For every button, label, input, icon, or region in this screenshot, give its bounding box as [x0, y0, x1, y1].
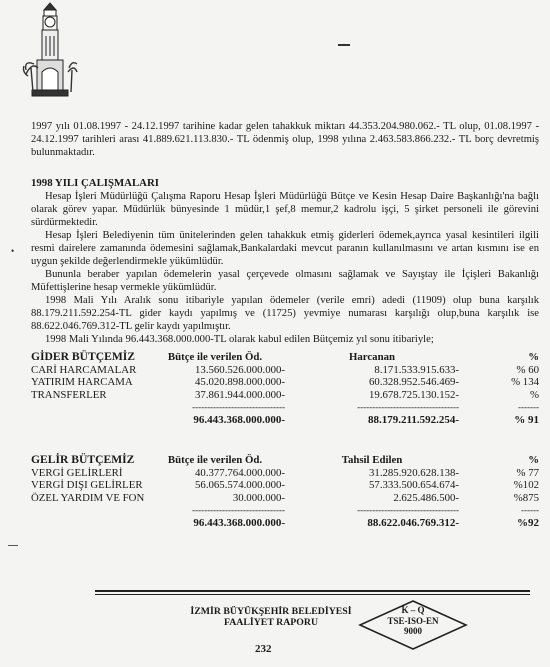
- row-percent: % 134: [511, 376, 539, 388]
- row-label: VERGİ DIŞI GELİRLER: [31, 479, 143, 491]
- row-label: ÖZEL YARDIM VE FON: [31, 491, 145, 504]
- separator-row: [31, 504, 539, 517]
- paragraph-5: 1998 Mali Yılında 96.443.368.000.000-TL olarak kabul edilen Bütçemiz yıl sonu itibariyle;: [45, 334, 434, 345]
- stray-mark: [8, 545, 18, 546]
- total-percent: %92: [517, 516, 539, 529]
- page-number: 232: [255, 643, 272, 655]
- footer-org-name: İZMİR BÜYÜKŞEHİR BELEDİYESİ: [190, 606, 352, 617]
- row-percent: % 77: [516, 466, 539, 479]
- column-header-budget: Bütçe ile verilen Öd.: [167, 454, 263, 466]
- paragraph-1: Hesap İşleri Müdürlüğü Çalışma Raporu Hesap İşleri Müdürlüğü Bütçe ve Kesin Hesap Daire Başkanlığı'na bağlı olarak görev yapar. Müdürlük bünyesinde 1 müdür,1 şef,8 memur,2 kadrolu işçi, 5 şirket personeli ile görevini sürdürmektedir.: [31, 191, 539, 228]
- row-percent: % 60: [516, 363, 539, 376]
- row-spent: 19.678.725.130.152-: [369, 388, 459, 401]
- row-label: TRANSFERLER: [31, 388, 107, 401]
- table-title: GİDER BÜTÇEMİZ: [31, 350, 136, 363]
- row-label: YATIRIM HARCAMA: [31, 376, 133, 388]
- table-row: [31, 376, 539, 389]
- paragraph-2: Hesap İşleri Belediyenin tüm ünitelerinden gelen tahakkuk etmiş giderleri ödemek,ayrıca yasal kesintileri ilgili resmi dairelere zamanında ödemesini sağlamak,Bankalardaki mevcut paranın kullanılmasını ve artan kısmını ise en uygun şekilde değerlendirmekle yükümlüdür.: [31, 230, 539, 267]
- table-title: GELİR BÜTÇEMİZ: [31, 453, 135, 466]
- badge-line-2: TSE-ISO-EN: [387, 615, 439, 626]
- badge-line-1: K – Q: [401, 605, 425, 615]
- row-collected: 57.333.500.654.674-: [369, 479, 459, 491]
- table-header: [31, 454, 539, 467]
- row-budget: 40.377.764.000.000-: [195, 466, 285, 479]
- badge-line-3: 9000: [404, 626, 422, 636]
- row-percent: %: [530, 388, 539, 401]
- paragraph-4: 1998 Mali Yılı Aralık sonu itibariyle yapılan ödemeler (verile emri) adedi (11909) olup buna karşılık 88.179.211.592.254-TL gider kaydı yapılmış ve (11725) yevmiye numarası karşılığı olup,buna karşılık ise 88.622.046.769.312-TL gelir kaydı yapılmıştır.: [31, 295, 539, 332]
- separator-line: ----------------------------------: [357, 402, 459, 412]
- row-spent: 60.328.952.546.469-: [369, 376, 459, 388]
- section-title: 1998 YILI ÇALIŞMALARI: [31, 177, 159, 189]
- row-budget: 13.560.526.000.000-: [195, 363, 285, 376]
- table-row: [31, 364, 539, 377]
- expense-budget-table: [31, 351, 539, 426]
- table-row: [31, 492, 539, 505]
- table-row: [31, 479, 539, 492]
- footer-divider: [95, 590, 530, 592]
- row-collected: 31.285.920.628.138-: [369, 466, 459, 479]
- stray-mark: [338, 44, 350, 46]
- footer-organization: [186, 606, 356, 628]
- table-row: [31, 389, 539, 402]
- separator-row: [31, 401, 539, 414]
- total-percent: % 91: [514, 413, 539, 426]
- column-header-collected: Tahsil Edilen: [341, 454, 403, 466]
- footer-report-name: FAALİYET RAPORU: [223, 617, 319, 628]
- table-header: [31, 351, 539, 364]
- row-percent: %875: [513, 491, 539, 504]
- column-header-percent: %: [528, 351, 539, 363]
- intro-paragraph: 1997 yılı 01.08.1997 - 24.12.1997 tarihine kadar gelen tahakkuk miktarı 44.353.204.980.062.- TL olup, 01.08.1997 - 24.12.1997 tarihleri arası 41.889.621.113.830.- TL ödenmiş olup, 1998 yılına 2.463.583.866.232.- TL borç devretmiş bulunmaktadır.: [31, 121, 539, 158]
- quality-badge: [358, 605, 468, 637]
- total-budget: 96.443.368.000.000-: [193, 516, 285, 529]
- row-label: VERGİ GELİRLERİ: [31, 466, 123, 479]
- separator-line: -------: [518, 402, 539, 412]
- separator-line: -------------------------------: [192, 505, 285, 515]
- separator-line: ------: [521, 505, 539, 515]
- clock-tower-logo: [22, 2, 78, 100]
- separator-line: -------------------------------: [192, 402, 285, 412]
- total-spent: 88.179.211.592.254-: [367, 413, 459, 426]
- separator-line: ----------------------------------: [357, 505, 459, 515]
- total-row: [31, 414, 539, 427]
- row-budget: 56.065.574.000.000-: [195, 479, 285, 491]
- row-label: CARİ HARCAMALAR: [31, 363, 137, 376]
- column-header-percent: %: [528, 454, 539, 466]
- row-budget: 30.000.000-: [232, 491, 285, 504]
- footer-divider: [95, 594, 530, 595]
- row-percent: %102: [513, 479, 539, 491]
- revenue-budget-table: [31, 454, 539, 529]
- total-row: [31, 517, 539, 530]
- row-spent: 8.171.533.915.633-: [374, 363, 459, 376]
- total-budget: 96.443.368.000.000-: [193, 413, 285, 426]
- table-row: [31, 467, 539, 480]
- column-header-budget: Bütçe ile verilen Öd.: [167, 351, 263, 363]
- total-collected: 88.622.046.769.312-: [367, 516, 459, 529]
- row-budget: 37.861.944.000.000-: [195, 388, 285, 401]
- paragraph-3: Bununla beraber yapılan ödemelerin yasal çerçevede olmasını sağlamak ve Sayıştay ile İçişleri Bakanlığı Müfettişlerine hesap vermekle yükümlüdür.: [31, 269, 539, 293]
- row-collected: 2.625.486.500-: [393, 491, 459, 504]
- body-text: [31, 190, 539, 346]
- row-budget: 45.020.898.000.000-: [195, 376, 285, 388]
- column-header-spent: Harcanan: [349, 351, 395, 363]
- bullet-mark: •: [11, 246, 15, 256]
